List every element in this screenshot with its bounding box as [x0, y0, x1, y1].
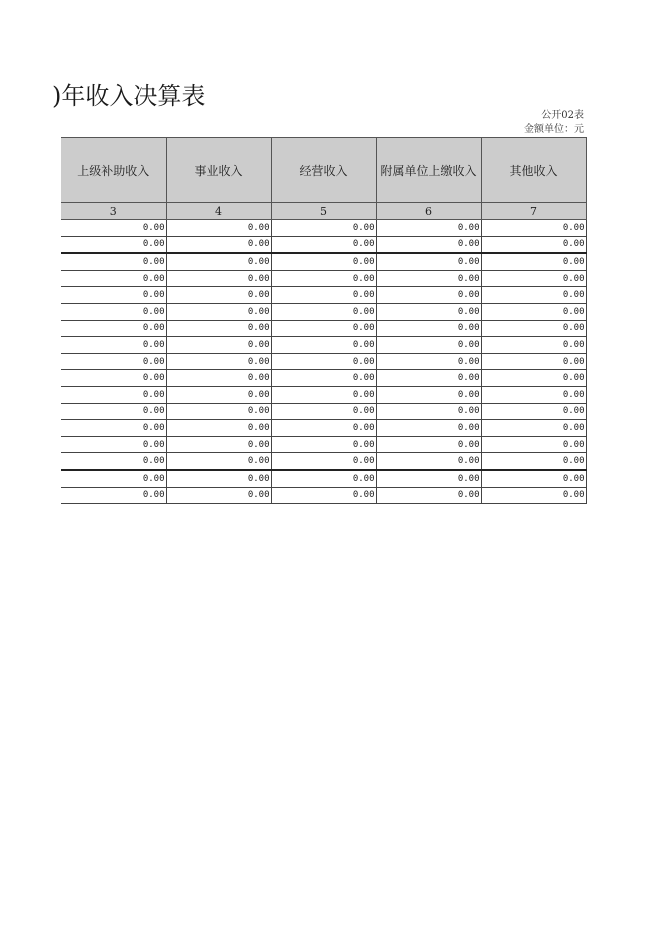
amount-cell: 0.00	[61, 253, 166, 270]
amount-cell: 0.00	[376, 453, 481, 470]
amount-cell: 0.00	[271, 236, 376, 253]
amount-cell: 0.00	[271, 370, 376, 387]
amount-cell: 0.00	[481, 253, 586, 270]
amount-cell: 0.00	[61, 370, 166, 387]
header-row	[61, 138, 586, 203]
amount-cell: 0.00	[61, 403, 166, 420]
amount-cell: 0.00	[481, 320, 586, 337]
amount-cell: 0.00	[166, 220, 271, 237]
column-number: 4	[166, 203, 271, 220]
amount-cell: 0.00	[481, 220, 586, 237]
amount-cell: 0.00	[376, 270, 481, 287]
amount-cell: 0.00	[166, 436, 271, 453]
amount-cell: 0.00	[61, 470, 166, 487]
amount-cell: 0.00	[376, 236, 481, 253]
income-table	[61, 137, 587, 504]
amount-cell: 0.00	[166, 320, 271, 337]
amount-cell: 0.00	[481, 453, 586, 470]
amount-cell: 0.00	[166, 303, 271, 320]
amount-unit-label: 金额单位：元	[524, 124, 584, 135]
column-number: 5	[271, 203, 376, 220]
amount-cell: 0.00	[481, 436, 586, 453]
amount-cell: 0.00	[376, 487, 481, 504]
amount-cell: 0.00	[376, 436, 481, 453]
amount-cell: 0.00	[61, 220, 166, 237]
table-row	[61, 220, 586, 237]
amount-cell: 0.00	[271, 453, 376, 470]
amount-cell: 0.00	[166, 270, 271, 287]
amount-cell: 0.00	[271, 220, 376, 237]
page-title: )年收入决算表	[52, 82, 206, 110]
amount-cell: 0.00	[376, 303, 481, 320]
amount-cell: 0.00	[271, 436, 376, 453]
amount-cell: 0.00	[271, 303, 376, 320]
table-row	[61, 303, 586, 320]
amount-cell: 0.00	[376, 353, 481, 370]
amount-cell: 0.00	[271, 287, 376, 304]
amount-cell: 0.00	[481, 370, 586, 387]
table-row	[61, 436, 586, 453]
amount-cell: 0.00	[166, 487, 271, 504]
table-row	[61, 453, 586, 470]
amount-cell: 0.00	[481, 386, 586, 403]
amount-cell: 0.00	[481, 487, 586, 504]
amount-cell: 0.00	[376, 403, 481, 420]
amount-cell: 0.00	[61, 487, 166, 504]
amount-cell: 0.00	[271, 270, 376, 287]
amount-cell: 0.00	[271, 487, 376, 504]
amount-cell: 0.00	[166, 453, 271, 470]
amount-cell: 0.00	[61, 287, 166, 304]
table-row	[61, 253, 586, 270]
amount-cell: 0.00	[166, 236, 271, 253]
amount-cell: 0.00	[61, 453, 166, 470]
amount-cell: 0.00	[376, 370, 481, 387]
column-header: 上级补助收入	[61, 138, 166, 203]
amount-cell: 0.00	[376, 470, 481, 487]
column-number: 3	[61, 203, 166, 220]
amount-cell: 0.00	[166, 403, 271, 420]
table-body	[61, 220, 586, 504]
amount-cell: 0.00	[481, 287, 586, 304]
amount-cell: 0.00	[481, 353, 586, 370]
table-row	[61, 270, 586, 287]
column-header: 附属单位上缴收入	[376, 138, 481, 203]
amount-cell: 0.00	[481, 470, 586, 487]
amount-cell: 0.00	[271, 353, 376, 370]
amount-cell: 0.00	[271, 386, 376, 403]
column-number-row	[61, 203, 586, 220]
column-number: 6	[376, 203, 481, 220]
column-number: 7	[481, 203, 586, 220]
amount-cell: 0.00	[271, 337, 376, 354]
form-code: 公开02表	[541, 110, 584, 121]
table-row	[61, 470, 586, 487]
amount-cell: 0.00	[61, 420, 166, 437]
amount-cell: 0.00	[481, 337, 586, 354]
amount-cell: 0.00	[166, 470, 271, 487]
amount-cell: 0.00	[376, 320, 481, 337]
amount-cell: 0.00	[61, 320, 166, 337]
amount-cell: 0.00	[376, 420, 481, 437]
amount-cell: 0.00	[166, 370, 271, 387]
amount-cell: 0.00	[376, 386, 481, 403]
table-row	[61, 487, 586, 504]
column-header: 其他收入	[481, 138, 586, 203]
amount-cell: 0.00	[61, 270, 166, 287]
amount-cell: 0.00	[271, 420, 376, 437]
amount-cell: 0.00	[166, 420, 271, 437]
table-row	[61, 287, 586, 304]
table-row	[61, 420, 586, 437]
amount-cell: 0.00	[271, 403, 376, 420]
amount-cell: 0.00	[166, 253, 271, 270]
amount-cell: 0.00	[271, 320, 376, 337]
amount-cell: 0.00	[376, 337, 481, 354]
amount-cell: 0.00	[61, 386, 166, 403]
amount-cell: 0.00	[166, 287, 271, 304]
amount-cell: 0.00	[166, 386, 271, 403]
amount-cell: 0.00	[481, 420, 586, 437]
amount-cell: 0.00	[61, 436, 166, 453]
amount-cell: 0.00	[271, 470, 376, 487]
table-row	[61, 370, 586, 387]
table-row	[61, 236, 586, 253]
column-header: 事业收入	[166, 138, 271, 203]
table-row	[61, 386, 586, 403]
amount-cell: 0.00	[61, 303, 166, 320]
amount-cell: 0.00	[481, 303, 586, 320]
amount-cell: 0.00	[166, 337, 271, 354]
amount-cell: 0.00	[481, 403, 586, 420]
amount-cell: 0.00	[61, 337, 166, 354]
amount-cell: 0.00	[376, 220, 481, 237]
amount-cell: 0.00	[481, 236, 586, 253]
amount-cell: 0.00	[61, 353, 166, 370]
table-row	[61, 320, 586, 337]
table-row	[61, 353, 586, 370]
amount-cell: 0.00	[61, 236, 166, 253]
amount-cell: 0.00	[271, 253, 376, 270]
amount-cell: 0.00	[376, 287, 481, 304]
column-header: 经营收入	[271, 138, 376, 203]
table-row	[61, 403, 586, 420]
table-row	[61, 337, 586, 354]
amount-cell: 0.00	[376, 253, 481, 270]
amount-cell: 0.00	[166, 353, 271, 370]
amount-cell: 0.00	[481, 270, 586, 287]
